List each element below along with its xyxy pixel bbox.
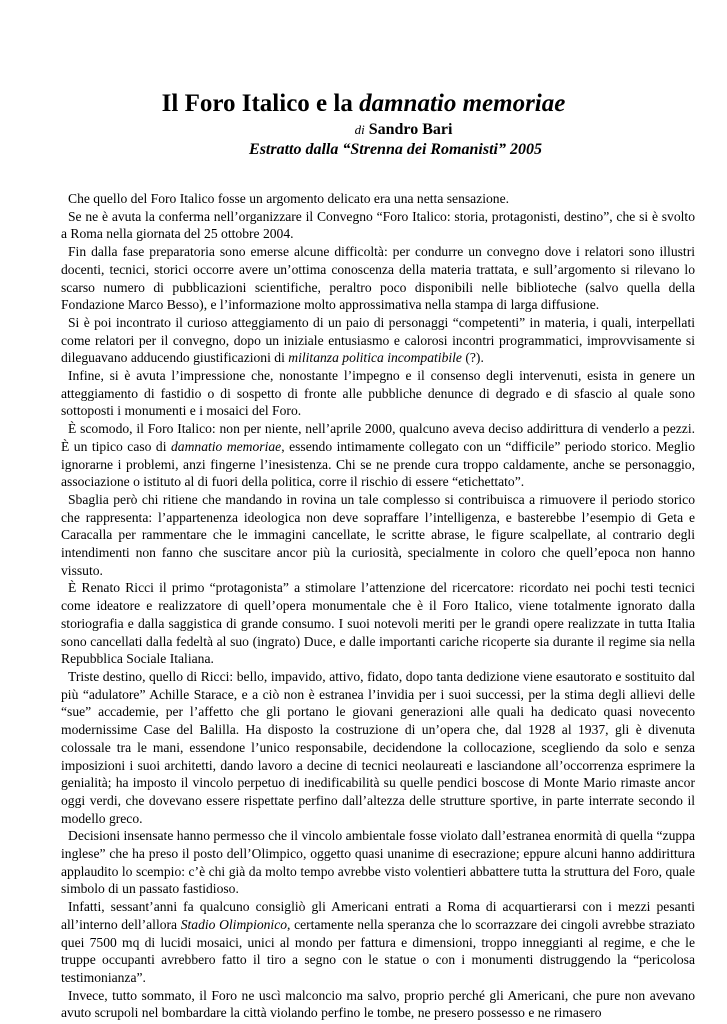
paragraph: Se ne è avuta la conferma nell’organizzare il Convegno “Foro Italico: storia, protagonisti, destino”, che si è svolto a Roma nella giornata del 25 ottobre 2004. — [61, 208, 695, 242]
article-body — [61, 190, 695, 1022]
title-main: Il Foro Italico e la — [161, 90, 360, 117]
byline — [0, 120, 727, 140]
paragraph: Invece, tutto sommato, il Foro ne uscì malconcio ma salvo, proprio perché gli Americani, che pure non avevano avuto scrupoli nel bombardare la città violando perfino le tombe, ne presero possesso e ne rimasero — [61, 987, 695, 1021]
paragraph: Infatti, sessant’anni fa qualcuno consigliò gli Americani entrati a Roma di acquartierarsi con i mezzi pesanti all’interno dell’allora Stadio Olimpionico, certamente nella speranza che lo scorrazzare dei cingoli avrebbe straziato quei 7500 mq di lucidi mosaici, unici al mondo per fattura e dimensioni, troppo inneggianti al regime, e che le truppe occupanti avrebbero fatto il tiro a segno con le statue o con i monumenti distruggendo la “pericolosa testimonianza”. — [61, 899, 695, 985]
paragraph: Decisioni insensate hanno permesso che il vincolo ambientale fosse violato dall’estranea enormità di quella “zuppa inglese” che ha preso il posto dell’Olimpico, oggetto quasi unanime di esecrazione; eppure alcuni hanno addirittura applaudito lo scempio: c’è chi già da molto tempo avrebbe visto volentieri abbattere tutta la struttura del Foro, quale simbolo di un passato fastidioso. — [61, 828, 695, 897]
paragraph: È Renato Ricci il primo “protagonista” a stimolare l’attenzione del ricercatore: ricordato nei pochi testi tecnici come ideatore e realizzatore di quell’opera monumentale che è il Foro Italico, viene totalmente ignorato dalla storiografia e dalla saggistica di grande consumo. I suoi notevoli meriti per le grandi opere realizzate in tutta Italia sono cancellati dalla fedeltà al suo (ingrato) Duce, e dalle importanti cariche ricoperte sia durante il regime sia nella Repubblica Sociale Italiana. — [61, 580, 695, 667]
document-title — [0, 89, 727, 119]
paragraph: È scomodo, il Foro Italico: non per niente, nell’aprile 2000, qualcuno aveva deciso addirittura di venderlo a pezzi. È un tipico caso di damnatio memoriae, essendo intimamente collegato con un “difficile” periodo storico. Meglio ignorarne i problemi, anzi fingerne l’inesistenza. Chi se ne prende cura troppo caldamente, anche se personaggio, associazione o istituto al di fuori della politica, corre il rischio di essere “etichettato”. — [61, 421, 695, 490]
paragraph: Si è poi incontrato il curioso atteggiamento di un paio di personaggi “competenti” in materia, i quali, interpellati come relatori per il convegno, dopo un iniziale entusiasmo e calorosi incontri programmatici, improvvisamente si dileguavano adducendo giustificazioni di militanza politica incompatibile (?). — [61, 314, 695, 366]
paragraph: Che quello del Foro Italico fosse un argomento delicato era una netta sensazione. — [68, 191, 510, 206]
author-name: Sandro Bari — [368, 121, 453, 138]
byline-prefix: di — [354, 122, 365, 137]
paragraph: Infine, si è avuta l’impressione che, nonostante l’impegno e il consenso degli intervenuti, esista in genere un atteggiamento di fastidio o di sospetto di fronte alle pubbliche denunce di degrado e di sfascio al quale sono sottoposti i monumenti e i mosaici del Foro. — [61, 368, 695, 419]
paragraph: Sbaglia però chi ritiene che mandando in rovina un tale complesso si contribuisca a rimuovere il periodo storico che rappresenta: l’appartenenza ideologica non deve sopraffare l’intelligenza, e basterebbe l’esempio di Geta e Caracalla per rammentare che le immagini cancellate, le scritte abrase, le figure scalpellate, al contrario degli intendimenti non fanno che suscitare ancor più la curiosità, specialmente in coloro che quell’epoca non hanno vissuto. — [61, 491, 695, 578]
document-subtitle: Estratto dalla “Strenna dei Romanisti” 2005 — [249, 141, 542, 158]
paragraph: Triste destino, quello di Ricci: bello, impavido, attivo, fidato, dopo tanta dedizione viene esautorato e sostituito dal più “adulatore” Achille Starace, e a ciò non è estranea l’invidia per i suoi successi, per la stima degli allievi delle “sue” accademie, per l’affetto che gli portano le giovani generazioni alle quali ha dedicato quasi novecento modernissime Case del Balilla. Ha disposto la costruzione di un’opera che, dal 1928 al 1937, gli è divenuta colossale tra le mani, essendone l’unico responsabile, decidendone la collocazione, scegliendo da solo e senza imposizioni i suoi architetti, dando lavoro a decine di tecnici neolaureati e lasciandone all’occorrenza esprimere la genialità; ha imposto il vincolo perpetuo di inedificabilità su quelle pendici boscose di Monte Mario rimaste ancor oggi verdi, che dovevano essere rispettate perfino dall’altezza delle strutture sportive, in parte interrate secondo il modello greco. — [61, 668, 695, 826]
title-italic: damnatio memoriae — [359, 90, 566, 117]
paragraph: Fin dalla fase preparatoria sono emerse alcune difficoltà: per condurre un convegno dove i relatori sono illustri docenti, tecnici, storici occorre avere un’ottima conoscenza della materia trattata, e sull’argomento si rilevano lo scarso numero di pubblicazioni scientifiche, peraltro poco disponibili nelle biblioteche (salvo quella della Fondazione Marco Besso), e l’informazione molto approssimativa nella stampa di larga diffusione. — [61, 244, 695, 313]
